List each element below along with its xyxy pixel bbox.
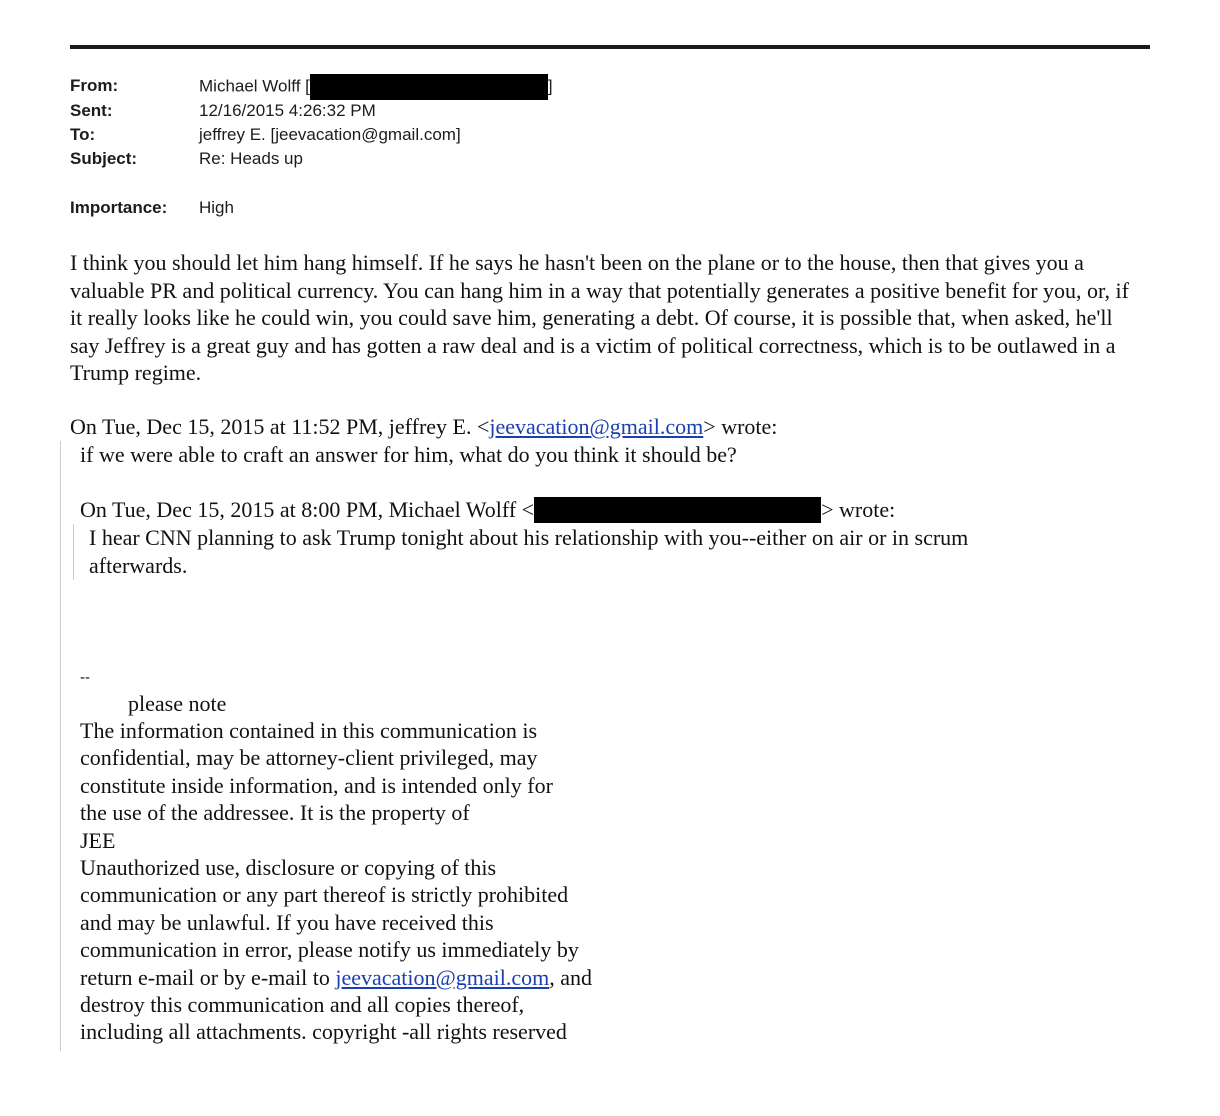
disclaimer-line: communication in error, please notify us immediately by bbox=[80, 937, 579, 963]
quote1-email-link[interactable]: jeevacation@gmail.com bbox=[489, 414, 704, 439]
from-label: From: bbox=[70, 76, 119, 95]
sent-value: 12/16/2015 4:26:32 PM bbox=[199, 101, 376, 120]
quote1-bar bbox=[60, 441, 61, 1051]
disclaimer-line: JEE bbox=[80, 827, 116, 853]
disclaimer-line: The information contained in this communication is bbox=[80, 718, 538, 743]
redaction-block bbox=[310, 74, 548, 100]
quote1-intro-suffix: > wrote: bbox=[703, 414, 778, 439]
to-value: jeffrey E. [jeevacation@gmail.com] bbox=[199, 125, 461, 144]
subject-value: Re: Heads up bbox=[199, 149, 303, 168]
quote2-intro-suffix: > wrote: bbox=[821, 497, 896, 522]
disclaimer-line: Unauthorized use, disclosure or copying of this bbox=[80, 854, 497, 880]
quote2-intro-prefix: On Tue, Dec 15, 2015 at 8:00 PM, Michael Wolff < bbox=[80, 497, 535, 522]
from-bracket-close: ] bbox=[547, 76, 553, 96]
quote1-intro bbox=[70, 413, 777, 441]
importance-value: High bbox=[199, 198, 234, 217]
disclaimer-line: including all attachments. copyright -all rights reserved bbox=[80, 1019, 567, 1045]
quote2-bar bbox=[73, 524, 74, 580]
quote2-intro bbox=[80, 496, 895, 524]
message-body: I think you should let him hang himself. If he says he hasn't been on the plane or to the house, then that gives you a valuable PR and political currency. You can hang him in a way that potentially generates a positive benefit for you, or, if it really looks like he could win, you could save him, generating a debt. Of course, it is possible that, when asked, he'll say Jeffrey is a great guy and has gotten a raw deal and is a victim of political correctness, which is to be outlawed in a Trump regime. bbox=[70, 250, 1129, 386]
disclaimer-email-prefix: return e-mail or by e-mail to bbox=[80, 964, 336, 990]
to-label: To: bbox=[70, 125, 96, 144]
quote1-intro-prefix: On Tue, Dec 15, 2015 at 11:52 PM, jeffrey E. < bbox=[70, 414, 490, 439]
disclaimer-line: constitute inside information, and is intended only for bbox=[80, 772, 553, 798]
signature-note: please note bbox=[128, 691, 227, 716]
signature-separator: -- bbox=[80, 669, 90, 686]
sent-label: Sent: bbox=[70, 101, 113, 120]
disclaimer-line: confidential, may be attorney-client privileged, may bbox=[80, 745, 538, 771]
disclaimer-line: communication or any part thereof is strictly prohibited bbox=[80, 882, 569, 908]
disclaimer-line: destroy this communication and all copies thereof, bbox=[80, 991, 525, 1017]
redaction-block bbox=[534, 497, 821, 523]
quote1-text: if we were able to craft an answer for him, what do you think it should be? bbox=[80, 442, 737, 467]
importance-label: Importance: bbox=[70, 198, 168, 217]
disclaimer-email-line bbox=[80, 964, 592, 991]
subject-label: Subject: bbox=[70, 149, 138, 168]
disclaimer-line: and may be unlawful. If you have received this bbox=[80, 909, 494, 935]
confidentiality-notice bbox=[80, 717, 592, 1046]
disclaimer-line: the use of the addressee. It is the property of bbox=[80, 800, 470, 826]
from-value bbox=[199, 74, 553, 100]
from-name: Michael Wolff [ bbox=[199, 76, 310, 96]
quote2-text-line1: I hear CNN planning to ask Trump tonight about his relationship with you--either on air or in scrum bbox=[89, 525, 969, 550]
disclaimer-email-link[interactable]: jeevacation@gmail.com bbox=[335, 964, 550, 990]
quote2-text-line2: afterwards. bbox=[89, 553, 188, 578]
disclaimer-email-suffix: , and bbox=[549, 964, 593, 990]
header-rule bbox=[70, 45, 1150, 49]
